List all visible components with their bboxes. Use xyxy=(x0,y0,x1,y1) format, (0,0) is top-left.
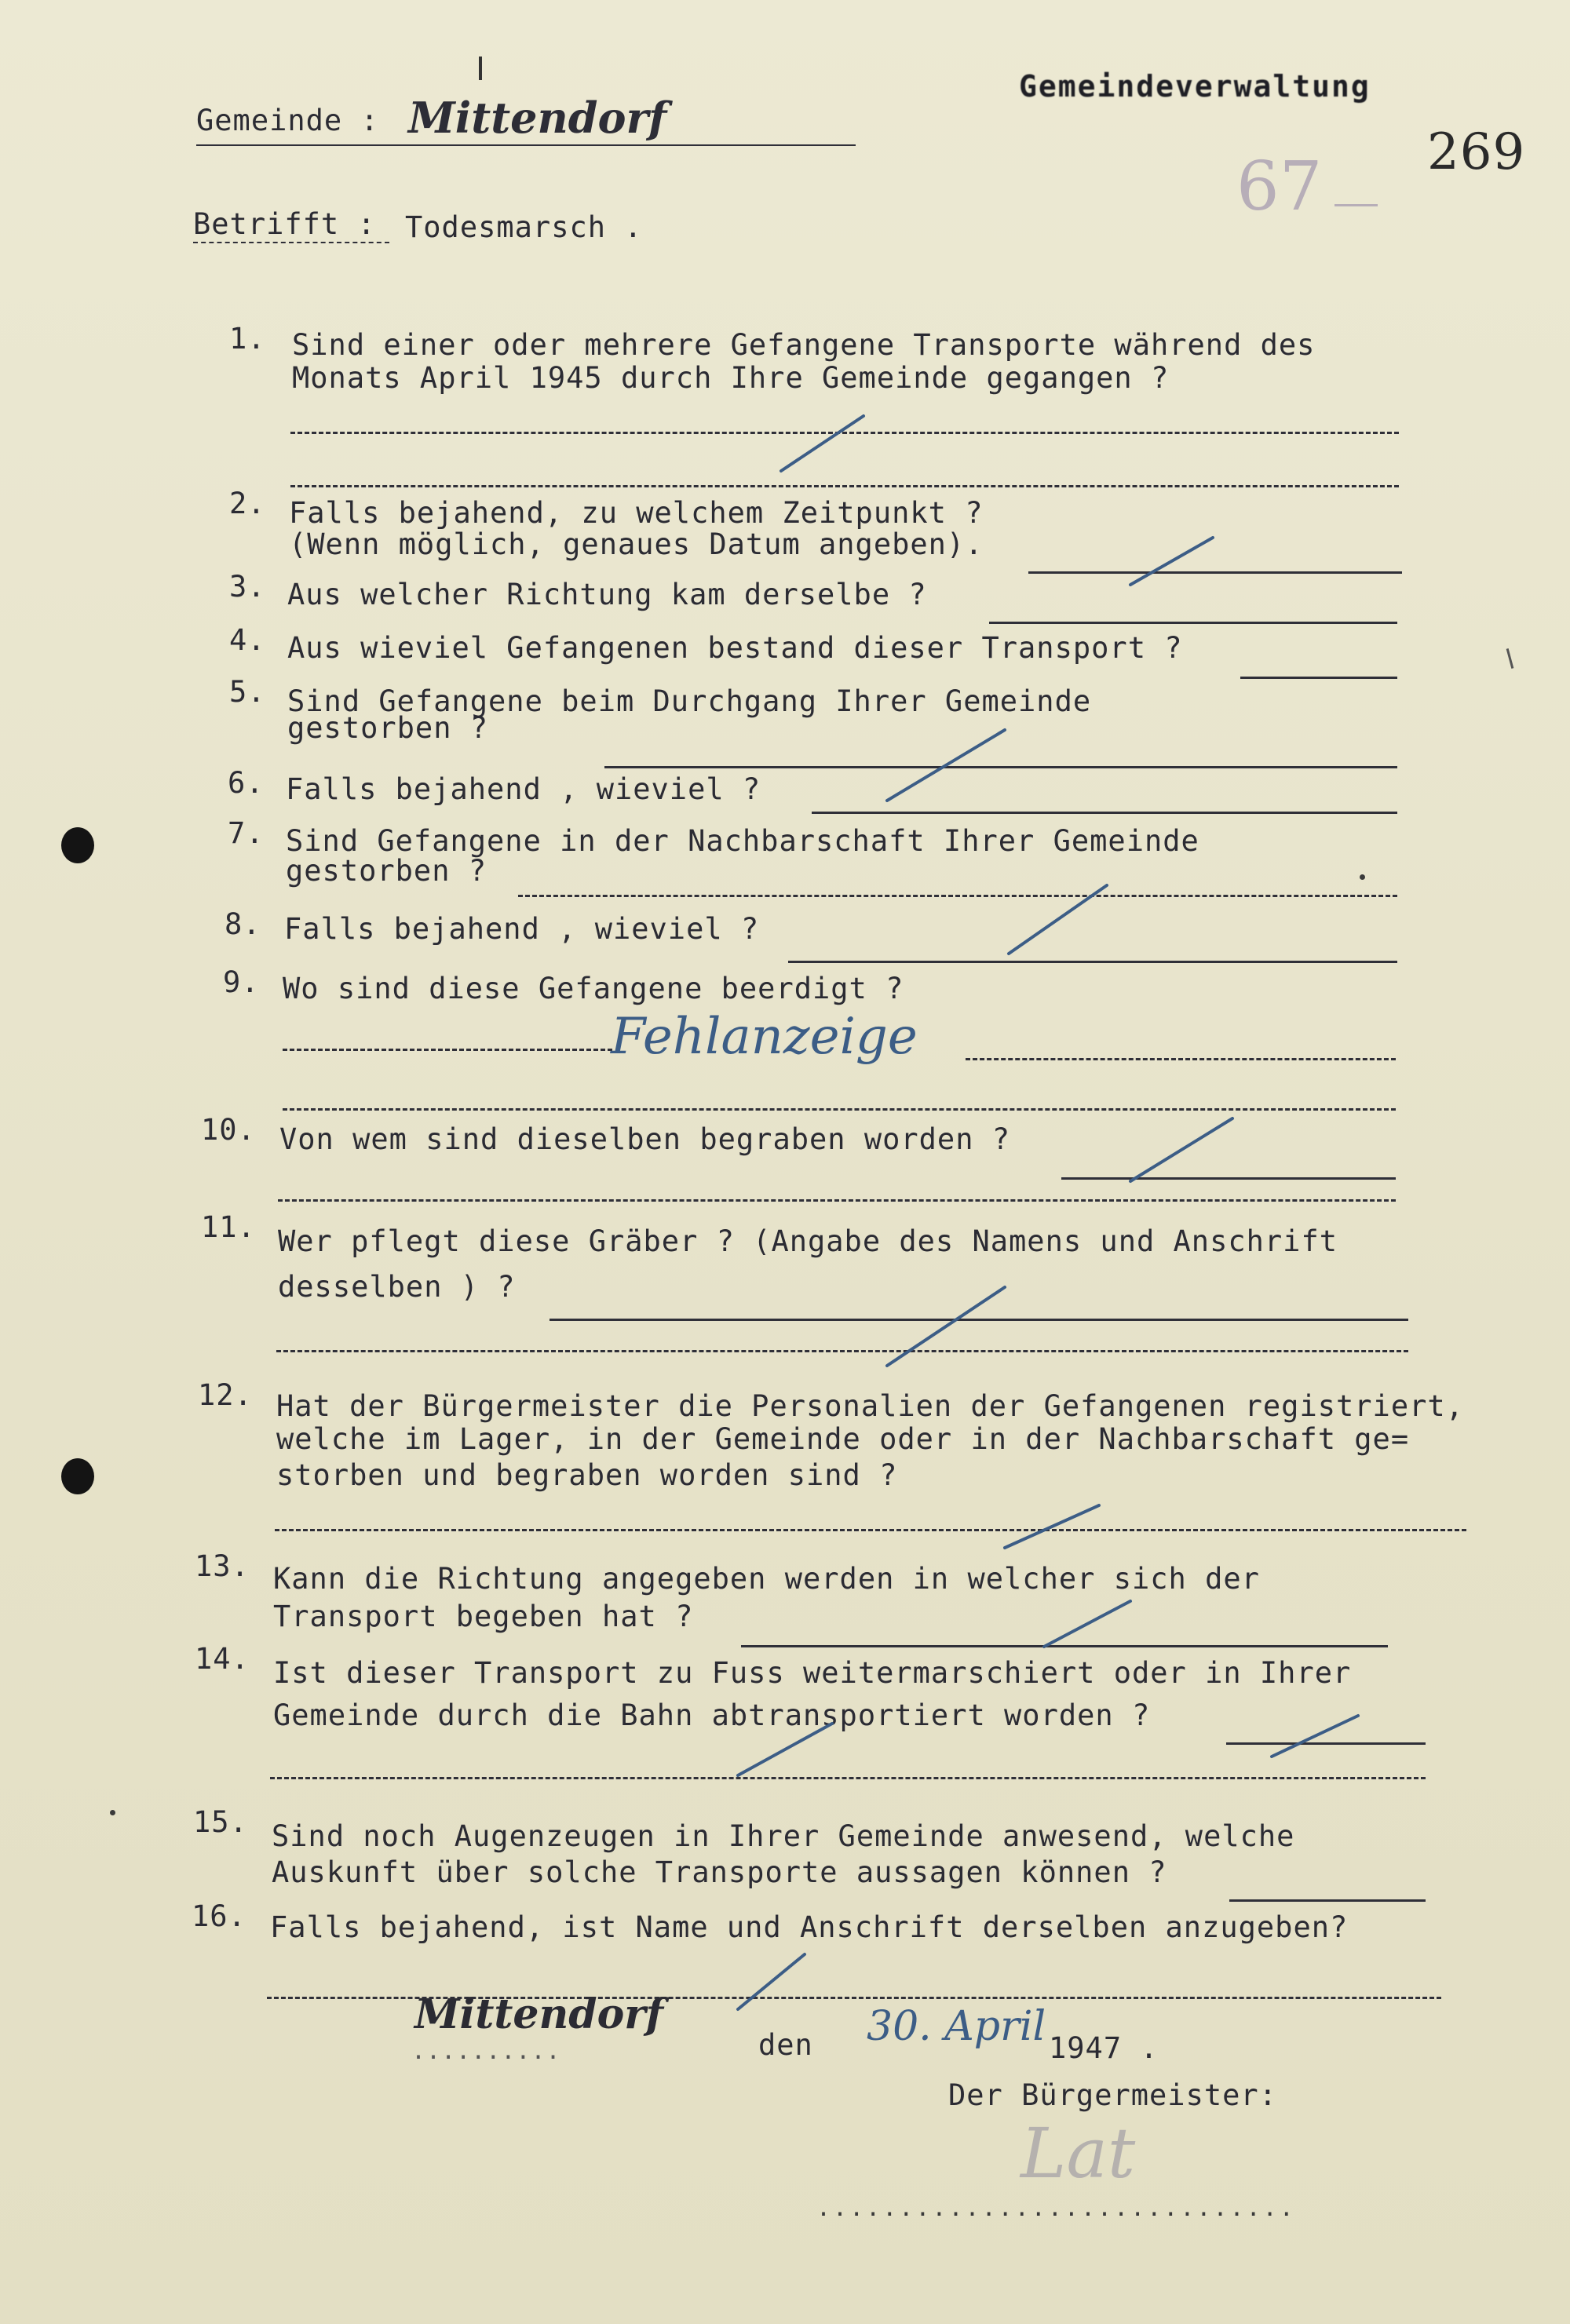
question-text: Sind einer oder mehrere Gefangene Transporte während des xyxy=(292,328,1316,362)
strike-q10 xyxy=(1130,1118,1232,1181)
question-number: 11. xyxy=(201,1210,256,1244)
question-number: 15. xyxy=(193,1805,248,1839)
folio-pencil: 67 xyxy=(1236,148,1323,226)
strike-q12 xyxy=(1005,1505,1099,1548)
question-text: Hat der Bürgermeister die Personalien der Gefangenen registriert, xyxy=(276,1389,1464,1423)
question-number: 13. xyxy=(195,1549,250,1583)
question-text: storben und begraben worden sind ? xyxy=(276,1458,898,1492)
question-number: 7. xyxy=(228,816,265,850)
folio-number: 269 xyxy=(1427,123,1526,181)
question-number: 10. xyxy=(201,1113,256,1147)
question-number: 4. xyxy=(229,623,266,657)
binder-hole xyxy=(61,1458,94,1494)
question-number: 16. xyxy=(192,1899,246,1933)
question-number: 6. xyxy=(228,766,265,800)
question-text: desselben ) ? xyxy=(278,1270,516,1304)
gemeinde-label: Gemeinde : xyxy=(196,104,379,137)
strike-q14b xyxy=(1272,1716,1358,1757)
question-text: Falls bejahend , wieviel ? xyxy=(286,772,761,806)
question-text: gestorben ? xyxy=(287,711,489,745)
answer-handwritten: Fehlanzeige xyxy=(611,1008,918,1066)
question-number: 12. xyxy=(198,1378,253,1412)
question-text: gestorben ? xyxy=(286,854,487,888)
question-text: Falls bejahend , wieviel ? xyxy=(284,912,760,946)
question-text: Sind noch Augenzeugen in Ihrer Gemeinde anwesend, welche xyxy=(272,1819,1295,1853)
question-text: Von wem sind dieselben begraben worden ? xyxy=(279,1122,1011,1156)
place-dotted-line: .......... xyxy=(411,2038,561,2065)
place-handwritten: Mittendorf xyxy=(414,1990,664,2038)
question-number: 2. xyxy=(229,487,266,520)
question-text: Aus wieviel Gefangenen bestand dieser Transport ? xyxy=(287,631,1183,665)
signature: Lat xyxy=(1020,2113,1136,2194)
question-text: Ist dieser Transport zu Fuss weitermarschiert oder in Ihrer xyxy=(273,1656,1352,1690)
question-number: 9. xyxy=(223,965,260,999)
question-text: Aus welcher Richtung kam derselbe ? xyxy=(287,578,927,611)
date-handwritten: 30. April xyxy=(867,2003,1046,2050)
strike-q1 xyxy=(781,416,864,471)
strike-q8 xyxy=(1009,885,1107,954)
subject-label: Betrifft : xyxy=(193,207,376,241)
question-number: 14. xyxy=(195,1642,250,1676)
top-right-stamp: Gemeindeverwaltung xyxy=(1019,69,1371,104)
question-text: Falls bejahend, ist Name und Anschrift derselben anzugeben? xyxy=(270,1910,1349,1944)
binder-hole xyxy=(61,827,94,863)
signatory-label: Der Bürgermeister: xyxy=(948,2078,1277,2112)
strike-q5 xyxy=(887,730,1005,801)
strike-q2 xyxy=(1130,538,1213,585)
question-text: Kann die Richtung angegeben werden in welcher sich der xyxy=(273,1562,1260,1596)
question-text: welche im Lager, in der Gemeinde oder in der Nachbarschaft ge= xyxy=(276,1422,1410,1456)
subject-value: Todesmarsch . xyxy=(405,210,643,244)
question-text: Monats April 1945 durch Ihre Gemeinde gegangen ? xyxy=(292,361,1170,395)
question-text: (Wenn möglich, genaues Datum angeben). xyxy=(289,527,984,561)
strike-q14a xyxy=(738,1724,832,1775)
question-text: Wo sind diese Gefangene beerdigt ? xyxy=(283,972,904,1005)
gemeinde-value: Mittendorf xyxy=(408,93,667,143)
question-number: 8. xyxy=(225,907,261,941)
question-number: 1. xyxy=(229,322,266,356)
question-text: Gemeinde durch die Bahn abtransportiert worden ? xyxy=(273,1698,1151,1732)
strike-q11 xyxy=(887,1287,1005,1366)
strike-q13 xyxy=(1044,1601,1130,1647)
signature-dotted-line: ............................. xyxy=(816,2194,1296,2222)
question-text: Sind Gefangene beim Durchgang Ihrer Gemeinde xyxy=(287,684,1092,718)
question-text: Transport begeben hat ? xyxy=(273,1600,694,1633)
question-text: Sind Gefangene in der Nachbarschaft Ihrer Gemeinde xyxy=(286,824,1199,858)
question-text: Falls bejahend, zu welchem Zeitpunkt ? xyxy=(289,496,984,530)
question-number: 3. xyxy=(229,570,266,604)
question-text: Wer pflegt diese Gräber ? (Angabe des Namens und Anschrift xyxy=(278,1224,1338,1258)
date-year: 1947 . xyxy=(1049,2031,1159,2065)
strike-q16 xyxy=(738,1954,805,2009)
question-number: 5. xyxy=(229,675,266,709)
den-label: den xyxy=(758,2028,813,2062)
question-text: Auskunft über solche Transporte aussagen können ? xyxy=(272,1855,1167,1889)
